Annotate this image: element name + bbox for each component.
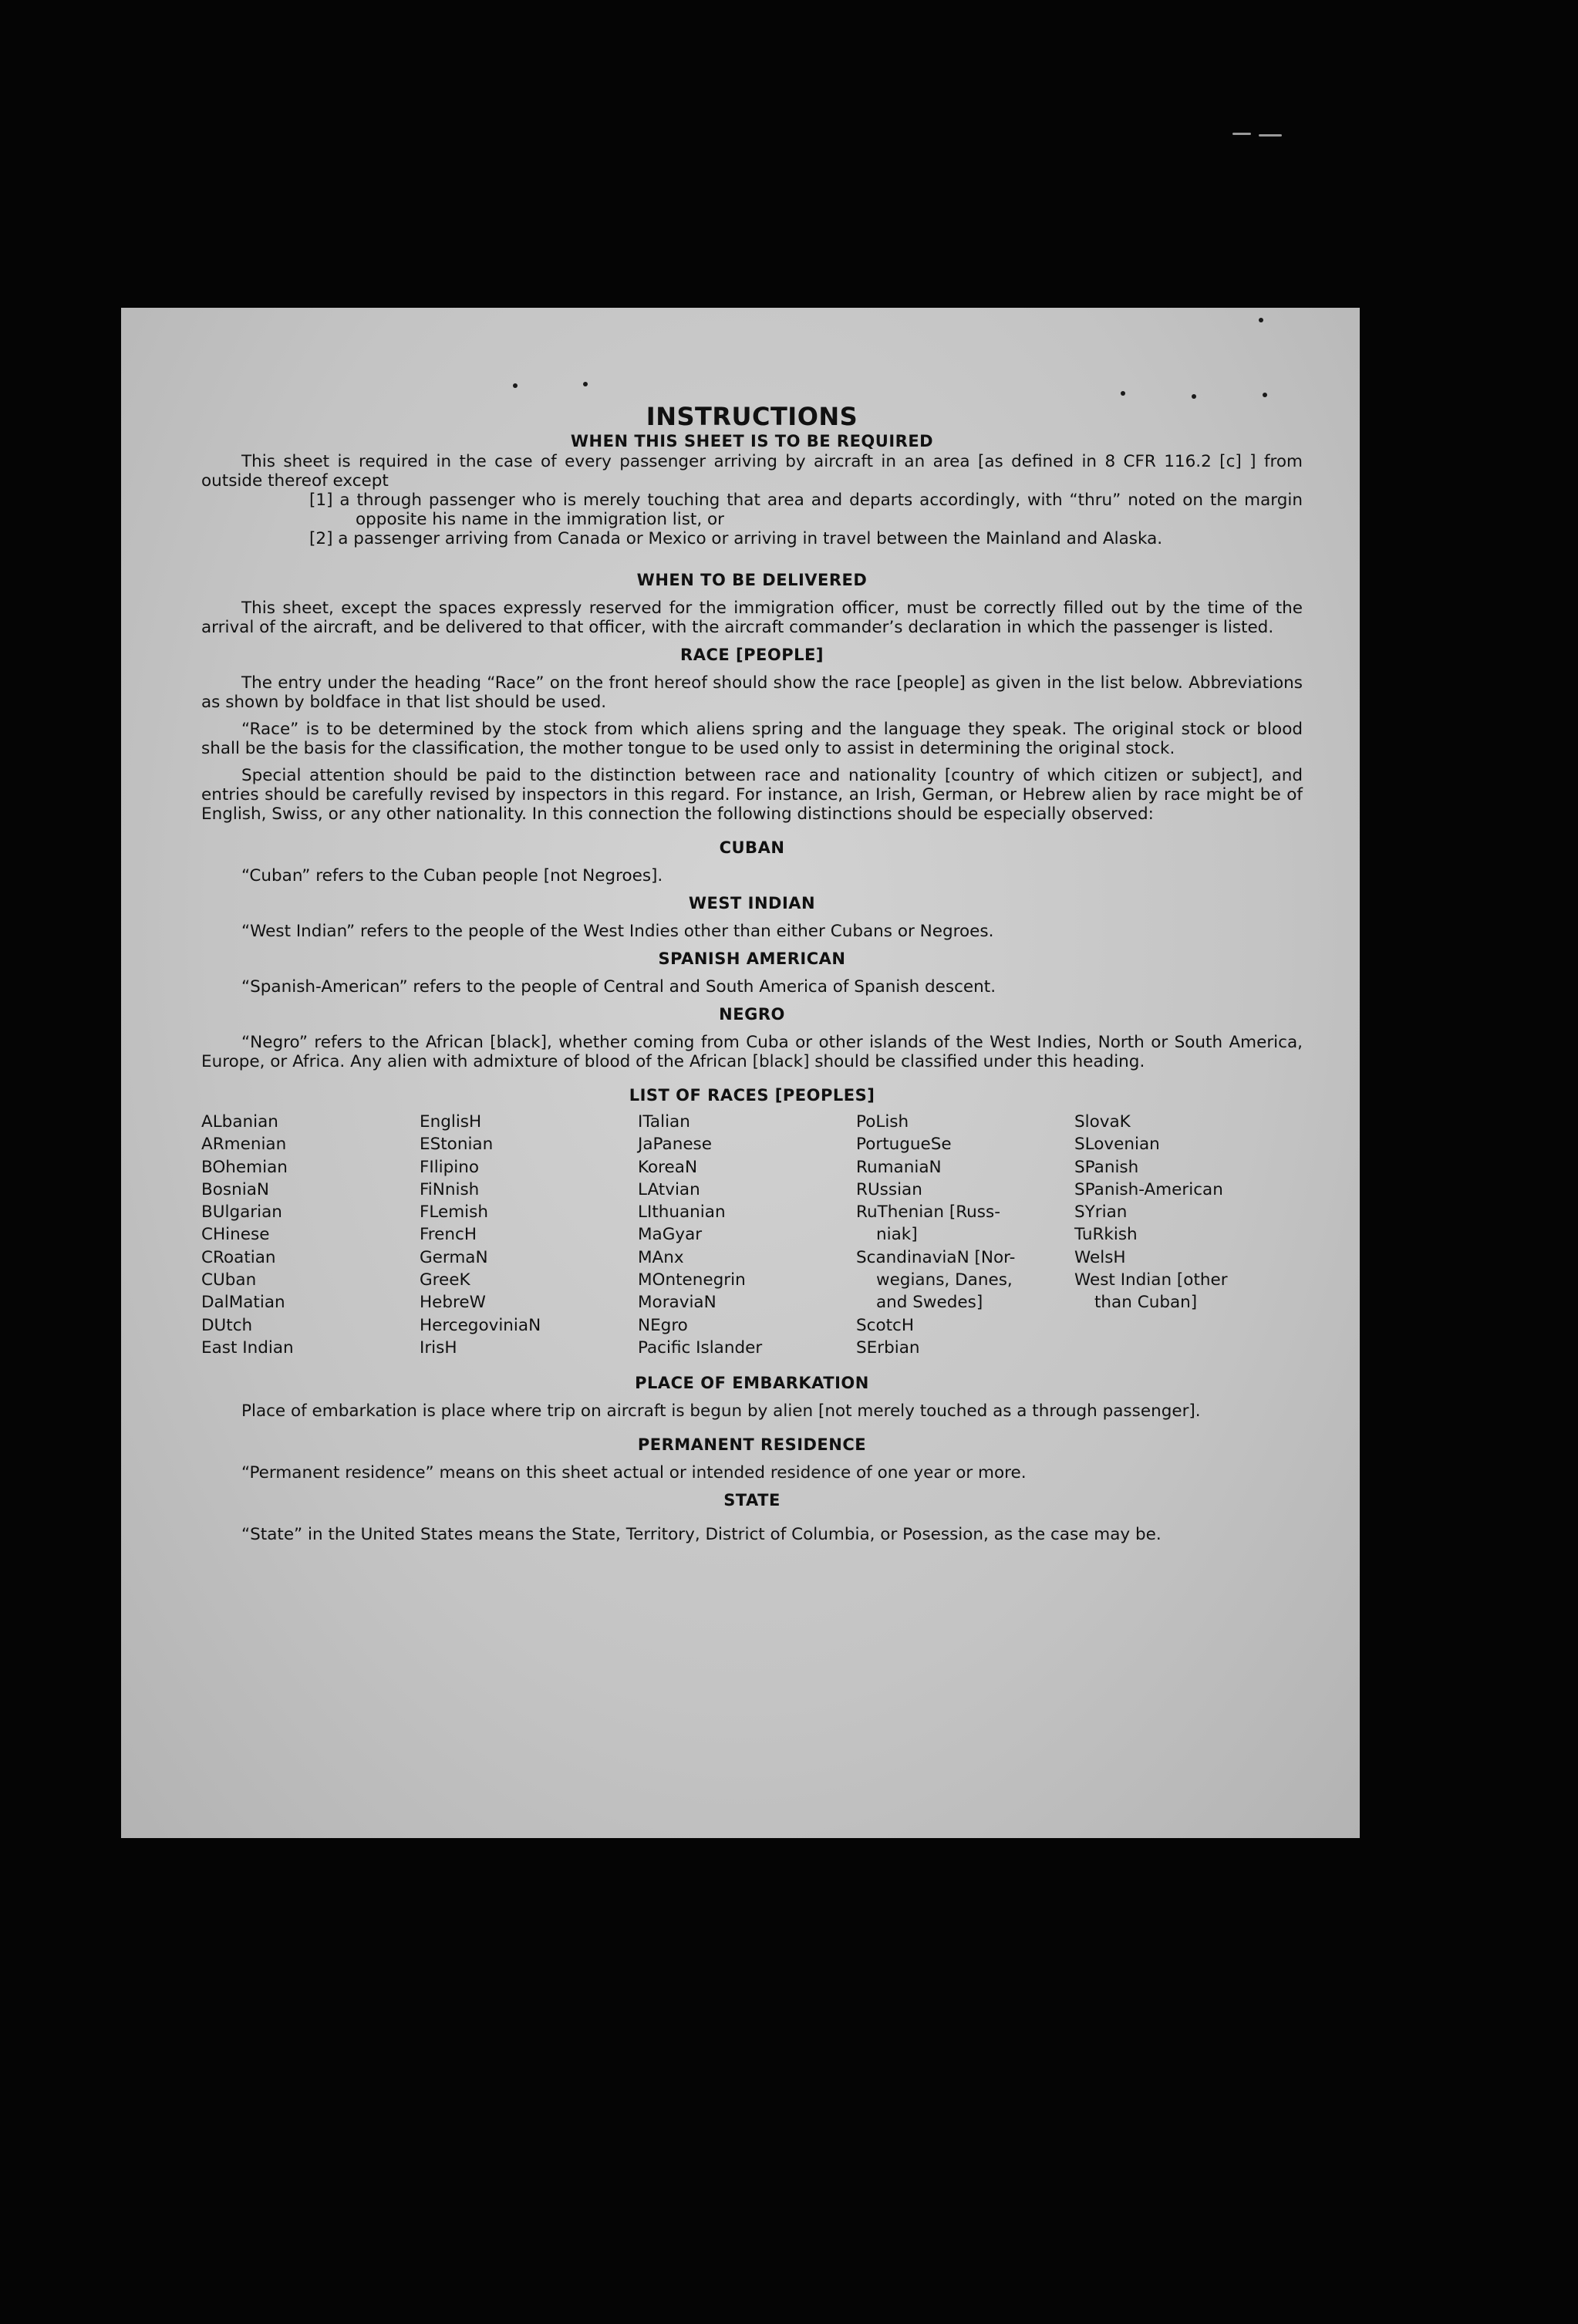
race-entry: Pacific Islander (638, 1337, 763, 1358)
race-entry: ALbanian (201, 1112, 278, 1132)
paragraph: Place of embarkation is place where trip on aircraft is begun by alien [not merely touched as a through passenger]. (241, 1401, 1201, 1422)
race-entry: DUtch (201, 1315, 253, 1335)
race-entry: BosniaN (201, 1179, 269, 1199)
race-entry: ITalian (638, 1112, 690, 1132)
race-entry: ScandinaviaN [Nor- (856, 1247, 1016, 1267)
paragraph: This sheet is required in the case of every passenger arriving by aircraft in an area [as defined in 8 CFR 116.2 [c] ] from outside thereof except (201, 452, 1303, 491)
heading-embarkation: PLACE OF EMBARKATION (635, 1374, 869, 1393)
race-column (638, 1111, 856, 1359)
paper-mark (1263, 393, 1267, 397)
heading-negro: NEGRO (719, 1005, 785, 1024)
race-entry: DalMatian (201, 1293, 285, 1313)
paper-mark (1121, 391, 1125, 396)
race-entry: GreeK (420, 1270, 470, 1290)
heading-race: RACE [PEOPLE] (680, 646, 824, 664)
race-column (201, 1111, 420, 1359)
race-entry: LIthuanian (638, 1202, 726, 1223)
exception-item: [2] a passenger arriving from Canada or Mexico or arriving in travel between the Mainland and Alaska. (309, 529, 1163, 548)
film-speck (1259, 134, 1282, 137)
heading-when-required: WHEN THIS SHEET IS TO BE REQUIRED (570, 432, 934, 450)
race-entry: MAnx (638, 1247, 684, 1267)
race-entry: SYrian (1074, 1202, 1128, 1223)
race-entry: SPanish-American (1074, 1179, 1223, 1199)
race-entry: HebreW (420, 1293, 486, 1313)
race-entry: SErbian (856, 1337, 920, 1358)
paragraph: “Race” is to be determined by the stock from which aliens spring and the language they speak. The original stock or blood shall be the basis for the classification, the mother tongue to be used only to assist in determining the original stock. (201, 720, 1303, 758)
race-entry: EnglisH (420, 1112, 482, 1132)
race-entry: FiNnish (420, 1179, 480, 1199)
race-entry: East Indian (201, 1337, 294, 1358)
race-entry: BOhemian (201, 1157, 288, 1177)
race-entry: SLovenian (1074, 1135, 1160, 1155)
race-entry: RuThenian [Russ- (856, 1202, 1000, 1223)
paragraph: Special attention should be paid to the distinction between race and nationality [country of which citizen or subject], and entries should be carefully revised by inspectors in this regard. For instance, an Irish, German, or Hebrew alien by race might be of English, Swiss, or any other nationality. In this connection the following distinctions should be especially observed: (201, 766, 1303, 824)
heading-permanent-residence: PERMANENT RESIDENCE (637, 1435, 867, 1455)
heading-cuban: CUBAN (719, 838, 785, 857)
race-entry: CUban (201, 1270, 257, 1290)
race-entry: West Indian [other (1074, 1270, 1228, 1290)
race-entry: than Cuban] (1094, 1293, 1198, 1313)
race-column (420, 1111, 638, 1359)
race-entry: IrisH (420, 1337, 457, 1358)
film-speck (1232, 133, 1251, 135)
race-list (201, 1111, 1303, 1359)
race-entry: NEgro (638, 1315, 688, 1335)
race-entry: FLemish (420, 1202, 488, 1223)
race-entry: LAtvian (638, 1179, 700, 1199)
paragraph: “Cuban” refers to the Cuban people [not Negroes]. (241, 866, 663, 885)
race-entry: SlovaK (1074, 1112, 1131, 1132)
race-entry: RUssian (856, 1179, 922, 1199)
race-entry: CHinese (201, 1225, 270, 1245)
paper-mark (1259, 318, 1263, 322)
race-entry: WelsH (1074, 1247, 1126, 1267)
paper-mark (513, 383, 518, 388)
race-entry: FrencH (420, 1225, 477, 1245)
paragraph: This sheet, except the spaces expressly reserved for the immigration officer, must be correctly filled out by the time of the arrival of the aircraft, and be delivered to that officer, with the aircraft commander’s declaration in which the passenger is listed. (201, 599, 1303, 637)
paragraph: “State” in the United States means the State, Territory, District of Columbia, or Posession, as the case may be. (241, 1525, 1162, 1545)
race-entry: FIlipino (420, 1157, 480, 1177)
heading-when-delivered: WHEN TO BE DELIVERED (636, 571, 868, 589)
paragraph: “West Indian” refers to the people of the West Indies other than either Cubans or Negroes. (241, 922, 994, 941)
paper-mark (1192, 394, 1196, 399)
race-entry: niak] (876, 1225, 918, 1245)
race-entry: TuRkish (1074, 1225, 1138, 1245)
instruction-sheet (121, 308, 1360, 1838)
race-entry: PoLish (856, 1112, 909, 1132)
race-entry: PortugueSe (856, 1135, 952, 1155)
race-column (856, 1111, 1074, 1359)
race-entry: HercegoviniaN (420, 1315, 541, 1335)
exception-item: [1] a through passenger who is merely touching that area and departs accordingly, with “thru” noted on the margin opposite his name in the immigration list, or (309, 491, 1303, 529)
race-entry: KoreaN (638, 1157, 698, 1177)
page-title: INSTRUCTIONS (646, 402, 858, 431)
race-entry: RumaniaN (856, 1157, 942, 1177)
race-column (1074, 1111, 1293, 1359)
heading-state: STATE (723, 1491, 781, 1510)
paragraph: “Negro” refers to the African [black], whether coming from Cuba or other islands of the West Indies, North or South America, Europe, or Africa. Any alien with admixture of blood of the African [black] should be classified under this heading. (201, 1033, 1303, 1071)
paragraph: “Spanish-American” refers to the people of Central and South America of Spanish descent. (241, 977, 996, 997)
paragraph: The entry under the heading “Race” on the front hereof should show the race [people] as given in the list below. Abbreviations as shown by boldface in that list should be used. (201, 673, 1303, 712)
race-entry: ARmenian (201, 1135, 287, 1155)
race-entry: EStonian (420, 1135, 494, 1155)
race-entry: and Swedes] (876, 1293, 983, 1313)
race-entry: MoraviaN (638, 1293, 717, 1313)
race-entry: GermaN (420, 1247, 488, 1267)
race-entry: wegians, Danes, (876, 1270, 1013, 1290)
race-entry: MOntenegrin (638, 1270, 746, 1290)
race-entry: SPanish (1074, 1157, 1139, 1177)
heading-list-of-races: LIST OF RACES [PEOPLES] (629, 1086, 875, 1105)
race-entry: CRoatian (201, 1247, 276, 1267)
race-entry: MaGyar (638, 1225, 703, 1245)
heading-west-indian: WEST INDIAN (688, 894, 816, 912)
race-entry: JaPanese (638, 1135, 712, 1155)
race-entry: BUlgarian (201, 1202, 282, 1223)
heading-spanish-american: SPANISH AMERICAN (658, 950, 846, 968)
paper-mark (583, 382, 588, 386)
race-entry: ScotcH (856, 1315, 915, 1335)
paragraph: “Permanent residence” means on this sheet actual or intended residence of one year or more. (241, 1463, 1027, 1483)
